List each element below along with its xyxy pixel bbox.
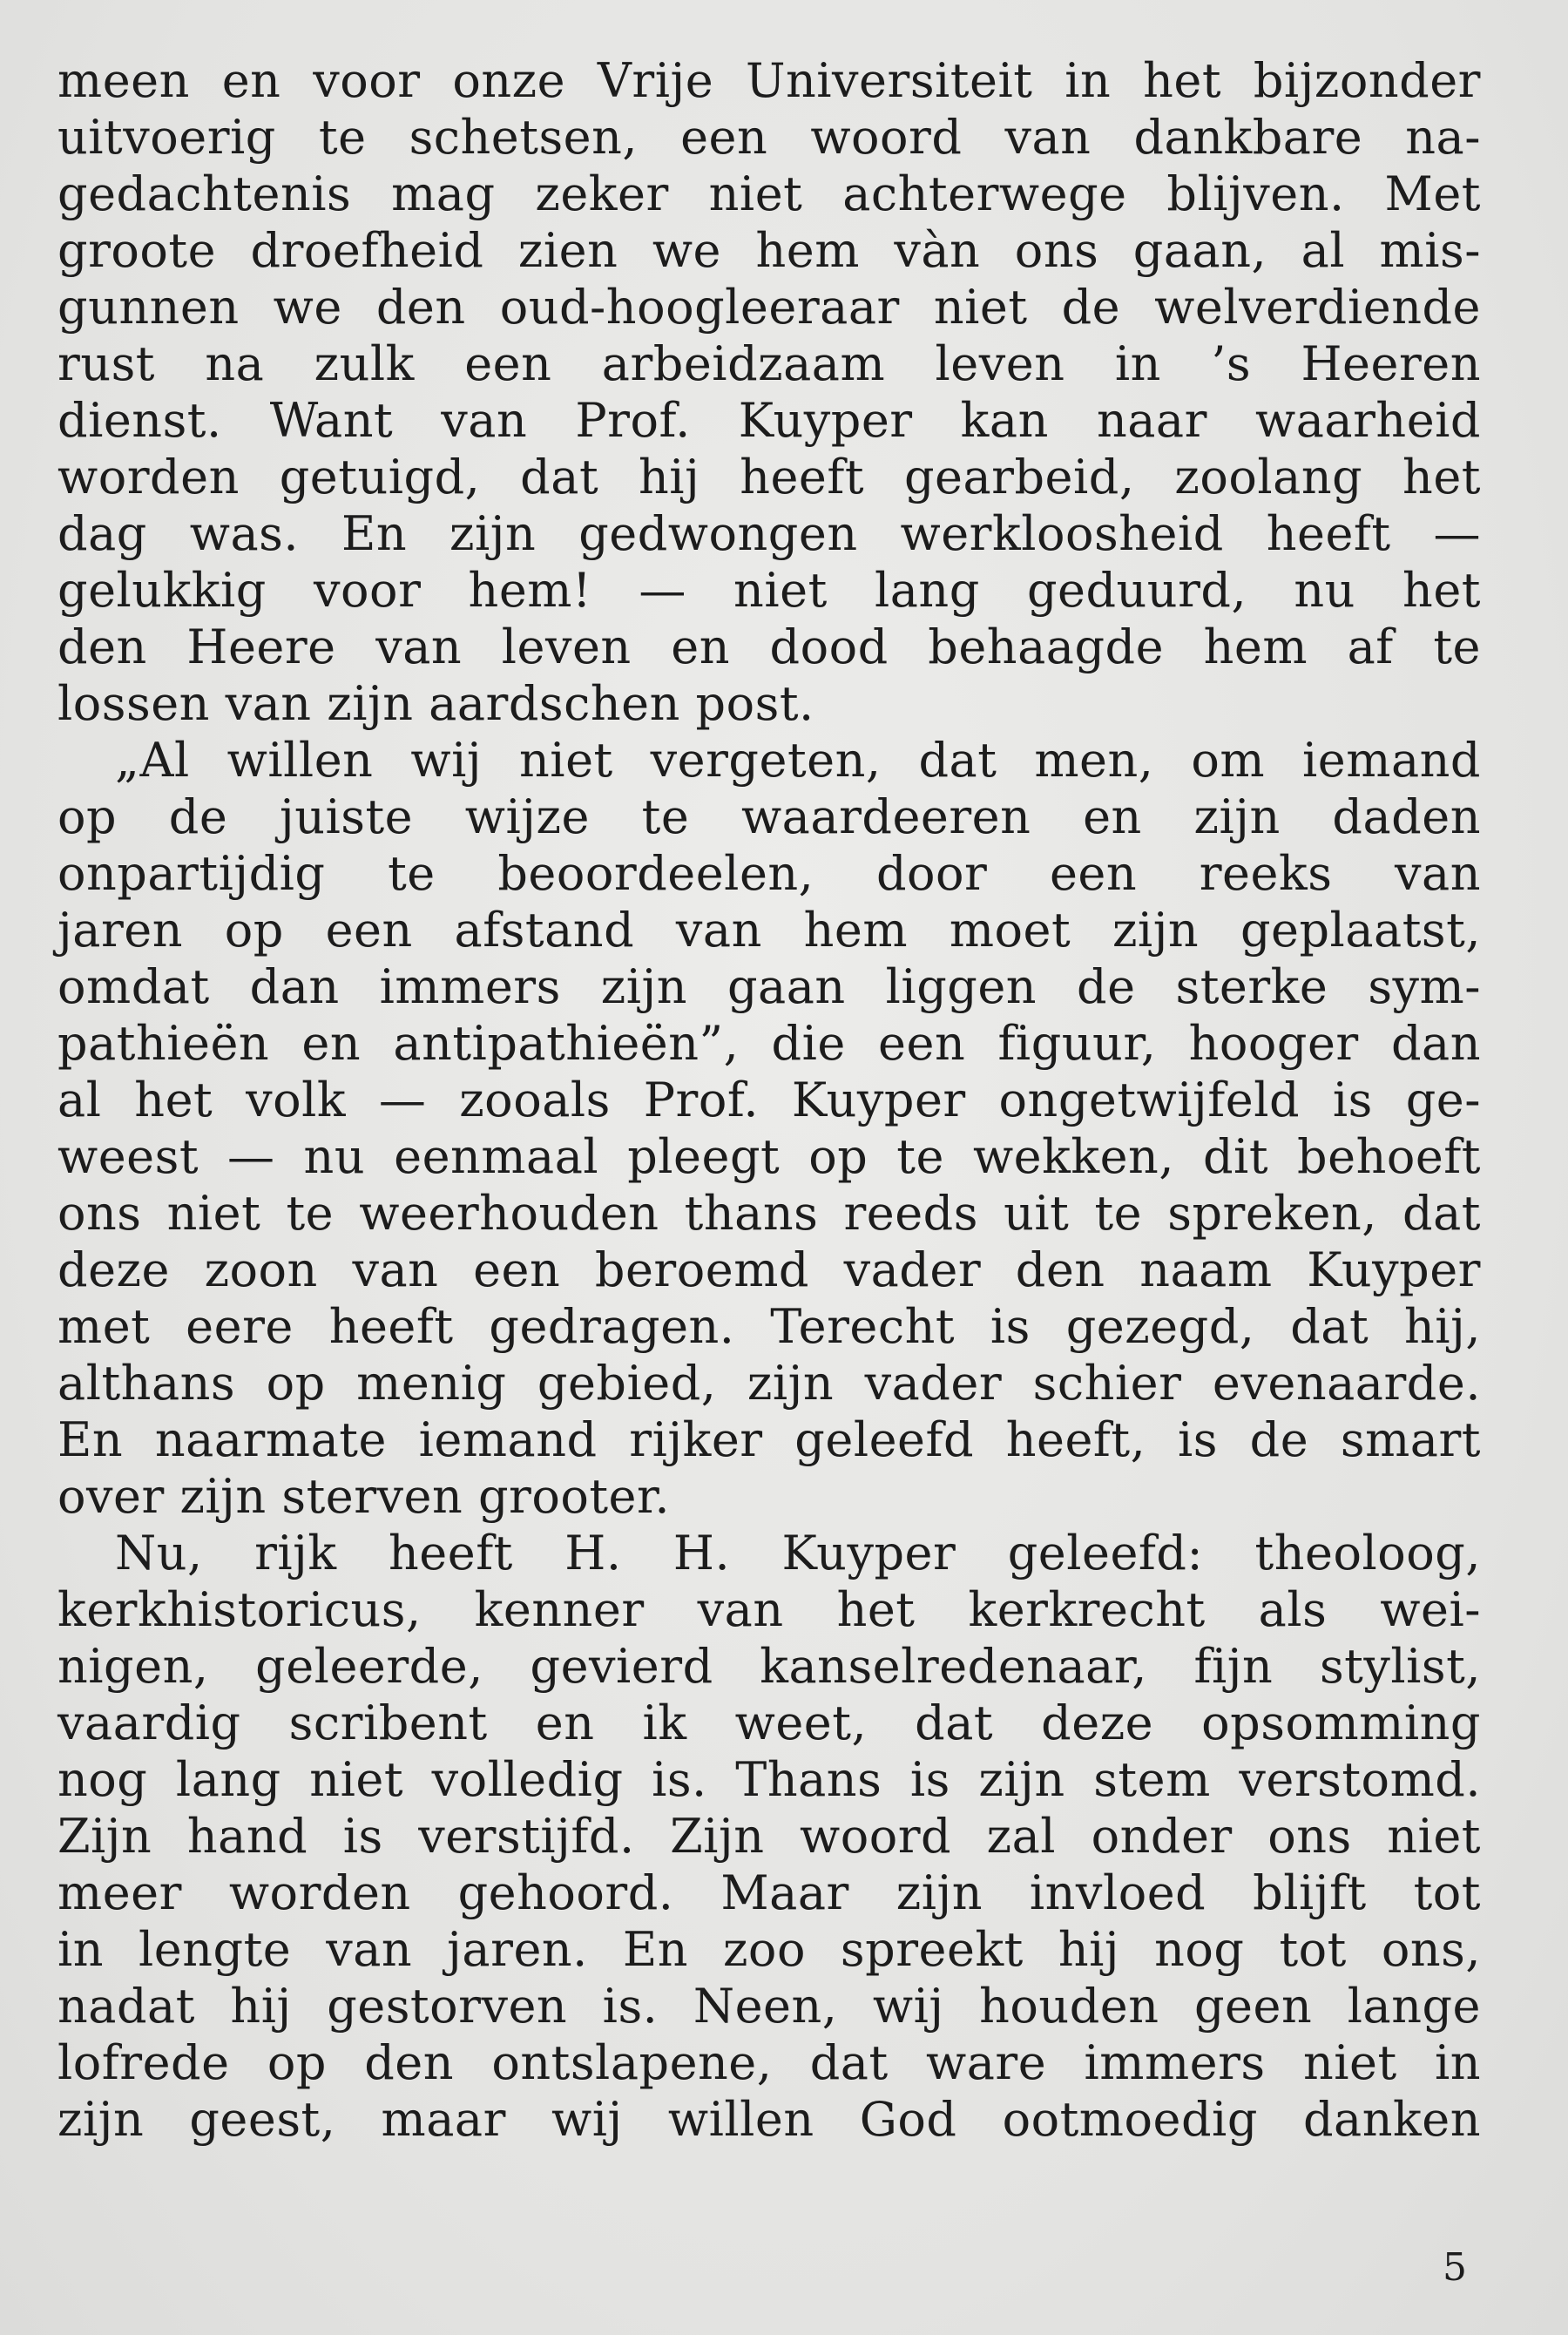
- text-line: nadat hij gestorven is. Neen, wij houden geen lange: [57, 1979, 1481, 2034]
- text-line: althans op menig gebied, zijn vader schier evenaarde.: [57, 1356, 1481, 1411]
- text-line: groote droefheid zien we hem vàn ons gaan, al mis-: [57, 223, 1481, 278]
- text-line: rust na zulk een arbeidzaam leven in ’s Heeren: [57, 336, 1481, 391]
- text-line: dienst. Want van Prof. Kuyper kan naar waarheid: [57, 393, 1481, 448]
- text-line: onpartijdig te beoordeelen, door een reeks van: [57, 846, 1481, 901]
- text-line: weest — nu eenmaal pleegt op te wekken, dit behoeft: [57, 1129, 1481, 1184]
- text-line: pathieën en antipathieën”, die een figuur, hooger dan: [57, 1016, 1481, 1071]
- text-line: met eere heeft gedragen. Terecht is gezegd, dat hij,: [57, 1299, 1481, 1354]
- text-line: gunnen we den oud-hoogleeraar niet de welverdiende: [57, 280, 1481, 335]
- text-line: vaardig scribent en ik weet, dat deze opsomming: [57, 1695, 1481, 1750]
- text-line: kerkhistoricus, kenner van het kerkrecht als wei-: [57, 1582, 1481, 1637]
- text-line: Zijn hand is verstijfd. Zijn woord zal onder ons niet: [57, 1809, 1481, 1864]
- text-line: ons niet te weerhouden thans reeds uit te spreken, dat: [57, 1186, 1481, 1241]
- text-line: al het volk — zooals Prof. Kuyper ongetwijfeld is ge-: [57, 1073, 1481, 1127]
- text-line: gedachtenis mag zeker niet achterwege blijven. Met: [57, 166, 1481, 221]
- text-line: over zijn sterven grooter.: [57, 1469, 671, 1524]
- text-line: „Al willen wij niet vergeten, dat men, om iemand: [115, 733, 1481, 788]
- text-line: jaren op een afstand van hem moet zijn geplaatst,: [57, 903, 1481, 958]
- text-line: meen en voor onze Vrije Universiteit in het bijzonder: [57, 53, 1481, 108]
- text-line: omdat dan immers zijn gaan liggen de sterke sym-: [57, 959, 1481, 1014]
- text-line: op de juiste wijze te waardeeren en zijn daden: [57, 789, 1481, 844]
- text-line: lofrede op den ontslapene, dat ware immers niet in: [57, 2035, 1481, 2090]
- text-line: En naarmate iemand rijker geleefd heeft, is de smart: [57, 1412, 1481, 1467]
- text-line: in lengte van jaren. En zoo spreekt hij nog tot ons,: [57, 1922, 1481, 1977]
- text-line: gelukkig voor hem! — niet lang geduurd, nu het: [57, 563, 1481, 618]
- body-text: [57, 52, 1481, 2148]
- text-line: worden getuigd, dat hij heeft gearbeid, zoolang het: [57, 450, 1481, 504]
- page-number: 5: [1443, 2245, 1467, 2290]
- text-line: den Heere van leven en dood behaagde hem af te: [57, 619, 1481, 674]
- text-line: lossen van zijn aardschen post.: [57, 676, 814, 731]
- text-line: deze zoon van een beroemd vader den naam Kuyper: [57, 1242, 1481, 1297]
- text-line: nog lang niet volledig is. Thans is zijn stem verstomd.: [57, 1752, 1481, 1807]
- text-line: Nu, rijk heeft H. H. Kuyper geleefd: theoloog,: [115, 1526, 1481, 1580]
- text-line: uitvoerig te schetsen, een woord van dankbare na-: [57, 110, 1481, 165]
- text-line: nigen, geleerde, gevierd kanselredenaar, fijn stylist,: [57, 1639, 1481, 1694]
- text-line: dag was. En zijn gedwongen werkloosheid heeft —: [57, 506, 1481, 561]
- text-line: zijn geest, maar wij willen God ootmoedig danken: [57, 2092, 1481, 2147]
- text-line: meer worden gehoord. Maar zijn invloed blijft tot: [57, 1865, 1481, 1920]
